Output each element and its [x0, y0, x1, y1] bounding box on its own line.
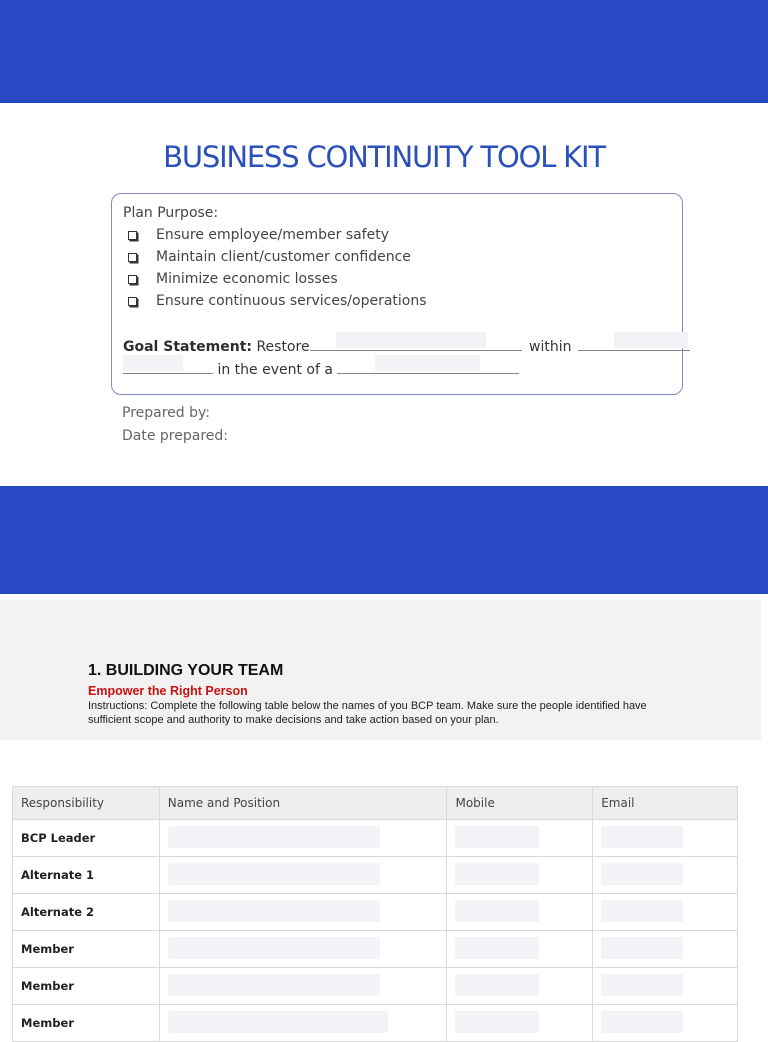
section-band — [0, 486, 768, 594]
email-cell[interactable] — [593, 857, 738, 894]
goal-within-text: within — [529, 339, 572, 355]
responsibility-cell: Member — [13, 968, 160, 1005]
header-mobile: Mobile — [447, 787, 593, 820]
goal-label: Goal Statement: — [123, 339, 252, 355]
goal-statement-line2 — [123, 359, 519, 378]
checkbox-icon[interactable] — [128, 231, 137, 240]
header-email: Email — [593, 787, 738, 820]
email-cell[interactable] — [593, 820, 738, 857]
event-blank-field[interactable] — [337, 359, 519, 374]
email-cell[interactable] — [593, 894, 738, 931]
duration-blank-field[interactable] — [123, 359, 213, 374]
responsibility-cell: Member — [13, 1005, 160, 1042]
table-row — [13, 820, 738, 857]
name-position-cell[interactable] — [159, 968, 447, 1005]
mobile-cell[interactable] — [447, 894, 593, 931]
team-table — [12, 786, 738, 1042]
mobile-cell[interactable] — [447, 820, 593, 857]
email-cell[interactable] — [593, 968, 738, 1005]
goal-statement — [123, 336, 690, 355]
section-title: 1. BUILDING YOUR TEAM — [88, 662, 284, 679]
purpose-item-losses — [128, 271, 338, 287]
mobile-cell[interactable] — [447, 931, 593, 968]
table-row — [13, 1005, 738, 1042]
goal-event-text: in the event of a — [217, 362, 333, 378]
checkbox-icon[interactable] — [128, 253, 137, 262]
section-subtitle: Empower the Right Person — [88, 684, 248, 698]
team-section — [0, 600, 761, 740]
table-row — [13, 857, 738, 894]
plan-purpose-box — [111, 193, 683, 395]
responsibility-cell: Member — [13, 931, 160, 968]
goal-restore-text: Restore — [256, 339, 310, 355]
purpose-item-safety — [128, 227, 389, 243]
restore-blank-field[interactable] — [310, 336, 522, 351]
table-row — [13, 894, 738, 931]
within-blank-field[interactable] — [578, 336, 690, 351]
table-header-row — [13, 787, 738, 820]
responsibility-cell: Alternate 2 — [13, 894, 160, 931]
purpose-item-label: Minimize economic losses — [156, 271, 338, 287]
email-cell[interactable] — [593, 931, 738, 968]
purpose-item-confidence — [128, 249, 411, 265]
page-title: BUSINESS CONTINUITY TOOL KIT — [163, 140, 605, 174]
table-row — [13, 931, 738, 968]
purpose-item-label: Maintain client/customer confidence — [156, 249, 411, 265]
prepared-by-label: Prepared by: — [122, 405, 210, 421]
name-position-cell[interactable] — [159, 857, 447, 894]
date-prepared-label: Date prepared: — [122, 428, 228, 444]
purpose-item-label: Ensure employee/member safety — [156, 227, 390, 243]
header-responsibility: Responsibility — [13, 787, 160, 820]
responsibility-cell: BCP Leader — [13, 820, 160, 857]
email-cell[interactable] — [593, 1005, 738, 1042]
checkbox-icon[interactable] — [128, 275, 137, 284]
header-band — [0, 0, 768, 103]
section-instructions: Instructions: Complete the following table below the names of you BCP team. Make sure the people identified have sufficient scope and authority to make decisions and take action based on your plan. — [88, 700, 647, 726]
name-position-cell[interactable] — [159, 894, 447, 931]
plan-purpose-label: Plan Purpose: — [123, 205, 219, 221]
name-position-cell[interactable] — [159, 1005, 447, 1042]
purpose-item-label: Ensure continuous services/operations — [156, 293, 427, 309]
mobile-cell[interactable] — [447, 857, 593, 894]
checkbox-icon[interactable] — [128, 297, 137, 306]
mobile-cell[interactable] — [447, 1005, 593, 1042]
responsibility-cell: Alternate 1 — [13, 857, 160, 894]
purpose-item-operations — [128, 293, 427, 309]
header-name-position: Name and Position — [159, 787, 447, 820]
name-position-cell[interactable] — [159, 931, 447, 968]
mobile-cell[interactable] — [447, 968, 593, 1005]
table-row — [13, 968, 738, 1005]
name-position-cell[interactable] — [159, 820, 447, 857]
